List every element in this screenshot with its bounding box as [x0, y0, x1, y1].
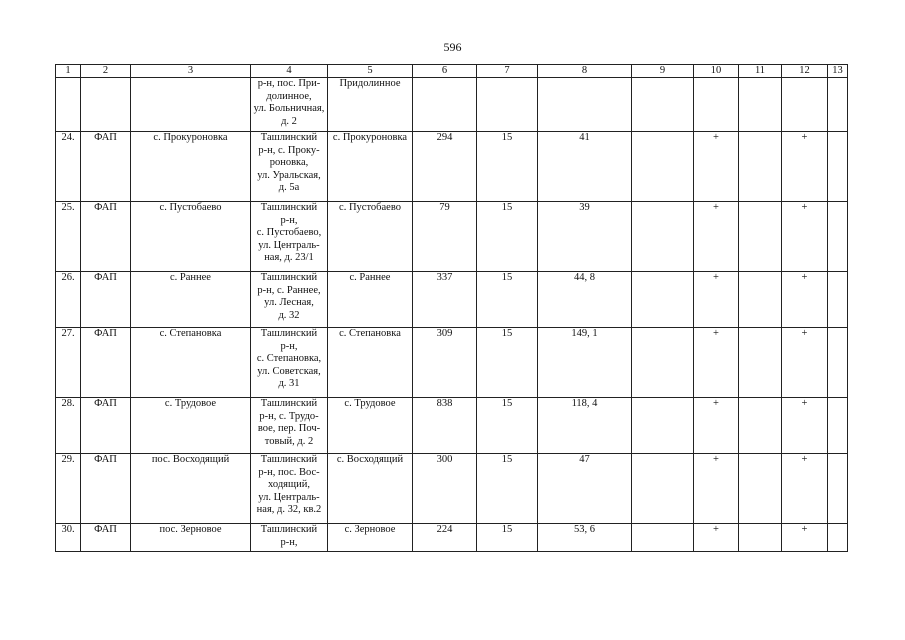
cell-type: ФАП [81, 132, 131, 202]
cell-num: 26. [56, 272, 81, 328]
cell-c8: 53, 6 [538, 524, 632, 552]
cell-c11 [739, 132, 782, 202]
column-number-5: 5 [328, 65, 413, 78]
cell-address: Ташлинский р-н, с. Проку- роновка, ул. Уральская, д. 5а [251, 132, 328, 202]
cell-c9 [632, 78, 694, 132]
cell-type: ФАП [81, 272, 131, 328]
cell-c9 [632, 202, 694, 272]
cell-c9 [632, 398, 694, 454]
cell-locality: с. Трудовое [328, 398, 413, 454]
cell-locality: с. Зерновое [328, 524, 413, 552]
cell-locality: с. Прокуроновка [328, 132, 413, 202]
cell-c11 [739, 398, 782, 454]
cell-c10: + [694, 328, 739, 398]
cell-locality: с. Восходящий [328, 454, 413, 524]
cell-c7: 15 [477, 524, 538, 552]
cell-address: Ташлинский р-н, с. Пустобаево, ул. Централь- ная, д. 23/1 [251, 202, 328, 272]
cell-c13 [828, 202, 848, 272]
cell-locality: Придолинное [328, 78, 413, 132]
cell-c6: 224 [413, 524, 477, 552]
table-row [56, 78, 848, 132]
cell-place: с. Трудовое [131, 398, 251, 454]
cell-c9 [632, 524, 694, 552]
column-number-6: 6 [413, 65, 477, 78]
cell-c11 [739, 328, 782, 398]
cell-c13 [828, 272, 848, 328]
cell-c13 [828, 524, 848, 552]
table-row [56, 272, 848, 328]
column-number-12: 12 [782, 65, 828, 78]
cell-place: пос. Зерновое [131, 524, 251, 552]
cell-num [56, 78, 81, 132]
cell-num: 30. [56, 524, 81, 552]
cell-c7: 15 [477, 272, 538, 328]
cell-c13 [828, 132, 848, 202]
column-number-11: 11 [739, 65, 782, 78]
column-number-13: 13 [828, 65, 848, 78]
cell-c12: + [782, 202, 828, 272]
cell-c12: + [782, 132, 828, 202]
cell-c9 [632, 454, 694, 524]
cell-c10: + [694, 524, 739, 552]
cell-c13 [828, 78, 848, 132]
cell-place [131, 78, 251, 132]
cell-c9 [632, 132, 694, 202]
cell-c8: 149, 1 [538, 328, 632, 398]
column-number-4: 4 [251, 65, 328, 78]
cell-c8: 118, 4 [538, 398, 632, 454]
cell-c7: 15 [477, 328, 538, 398]
cell-c7: 15 [477, 398, 538, 454]
column-number-9: 9 [632, 65, 694, 78]
cell-c8: 41 [538, 132, 632, 202]
cell-c6: 294 [413, 132, 477, 202]
cell-c6: 337 [413, 272, 477, 328]
cell-num: 29. [56, 454, 81, 524]
cell-c11 [739, 524, 782, 552]
cell-locality: с. Степановка [328, 328, 413, 398]
cell-c13 [828, 398, 848, 454]
cell-c6: 79 [413, 202, 477, 272]
cell-c10: + [694, 202, 739, 272]
cell-c12: + [782, 454, 828, 524]
cell-type: ФАП [81, 524, 131, 552]
cell-locality: с. Пустобаево [328, 202, 413, 272]
cell-c11 [739, 202, 782, 272]
table-row [56, 454, 848, 524]
cell-c11 [739, 454, 782, 524]
column-number-7: 7 [477, 65, 538, 78]
cell-address: Ташлинский р-н, с. Раннее, ул. Лесная, д. 32 [251, 272, 328, 328]
cell-type [81, 78, 131, 132]
cell-place: с. Прокуроновка [131, 132, 251, 202]
cell-c8: 39 [538, 202, 632, 272]
cell-place: с. Пустобаево [131, 202, 251, 272]
cell-c13 [828, 328, 848, 398]
cell-c8: 47 [538, 454, 632, 524]
table-row [56, 524, 848, 552]
cell-c10: + [694, 398, 739, 454]
cell-place: с. Раннее [131, 272, 251, 328]
cell-place: пос. Восходящий [131, 454, 251, 524]
facilities-table [55, 64, 848, 552]
column-number-row [56, 65, 848, 78]
cell-address: Ташлинский р-н, пос. Вос- ходящий, ул. Централь- ная, д. 32, кв.2 [251, 454, 328, 524]
cell-address: р-н, пос. При- долинное, ул. Больничная, д. 2 [251, 78, 328, 132]
cell-c8: 44, 8 [538, 272, 632, 328]
column-number-8: 8 [538, 65, 632, 78]
cell-num: 28. [56, 398, 81, 454]
cell-c11 [739, 272, 782, 328]
cell-c7: 15 [477, 454, 538, 524]
cell-num: 25. [56, 202, 81, 272]
cell-c6: 309 [413, 328, 477, 398]
cell-c12: + [782, 328, 828, 398]
column-number-3: 3 [131, 65, 251, 78]
cell-c10 [694, 78, 739, 132]
cell-num: 27. [56, 328, 81, 398]
cell-c12 [782, 78, 828, 132]
column-number-2: 2 [81, 65, 131, 78]
table-row [56, 132, 848, 202]
cell-c11 [739, 78, 782, 132]
cell-c7 [477, 78, 538, 132]
cell-c6 [413, 78, 477, 132]
cell-c10: + [694, 272, 739, 328]
cell-num: 24. [56, 132, 81, 202]
cell-address: Ташлинский р-н, [251, 524, 328, 552]
table-row [56, 202, 848, 272]
cell-c7: 15 [477, 132, 538, 202]
cell-c9 [632, 272, 694, 328]
column-number-1: 1 [56, 65, 81, 78]
cell-c6: 300 [413, 454, 477, 524]
page-number: 596 [443, 40, 462, 54]
cell-type: ФАП [81, 398, 131, 454]
cell-type: ФАП [81, 454, 131, 524]
cell-address: Ташлинский р-н, с. Степановка, ул. Советская, д. 31 [251, 328, 328, 398]
cell-c8 [538, 78, 632, 132]
cell-locality: с. Раннее [328, 272, 413, 328]
cell-c13 [828, 454, 848, 524]
cell-c12: + [782, 272, 828, 328]
cell-place: с. Степановка [131, 328, 251, 398]
cell-c12: + [782, 398, 828, 454]
column-number-10: 10 [694, 65, 739, 78]
table-row [56, 328, 848, 398]
cell-c6: 838 [413, 398, 477, 454]
cell-c12: + [782, 524, 828, 552]
cell-c10: + [694, 132, 739, 202]
cell-c7: 15 [477, 202, 538, 272]
cell-type: ФАП [81, 202, 131, 272]
cell-type: ФАП [81, 328, 131, 398]
cell-c10: + [694, 454, 739, 524]
cell-address: Ташлинский р-н, с. Трудо- вое, пер. Поч- товый, д. 2 [251, 398, 328, 454]
table-row [56, 398, 848, 454]
cell-c9 [632, 328, 694, 398]
